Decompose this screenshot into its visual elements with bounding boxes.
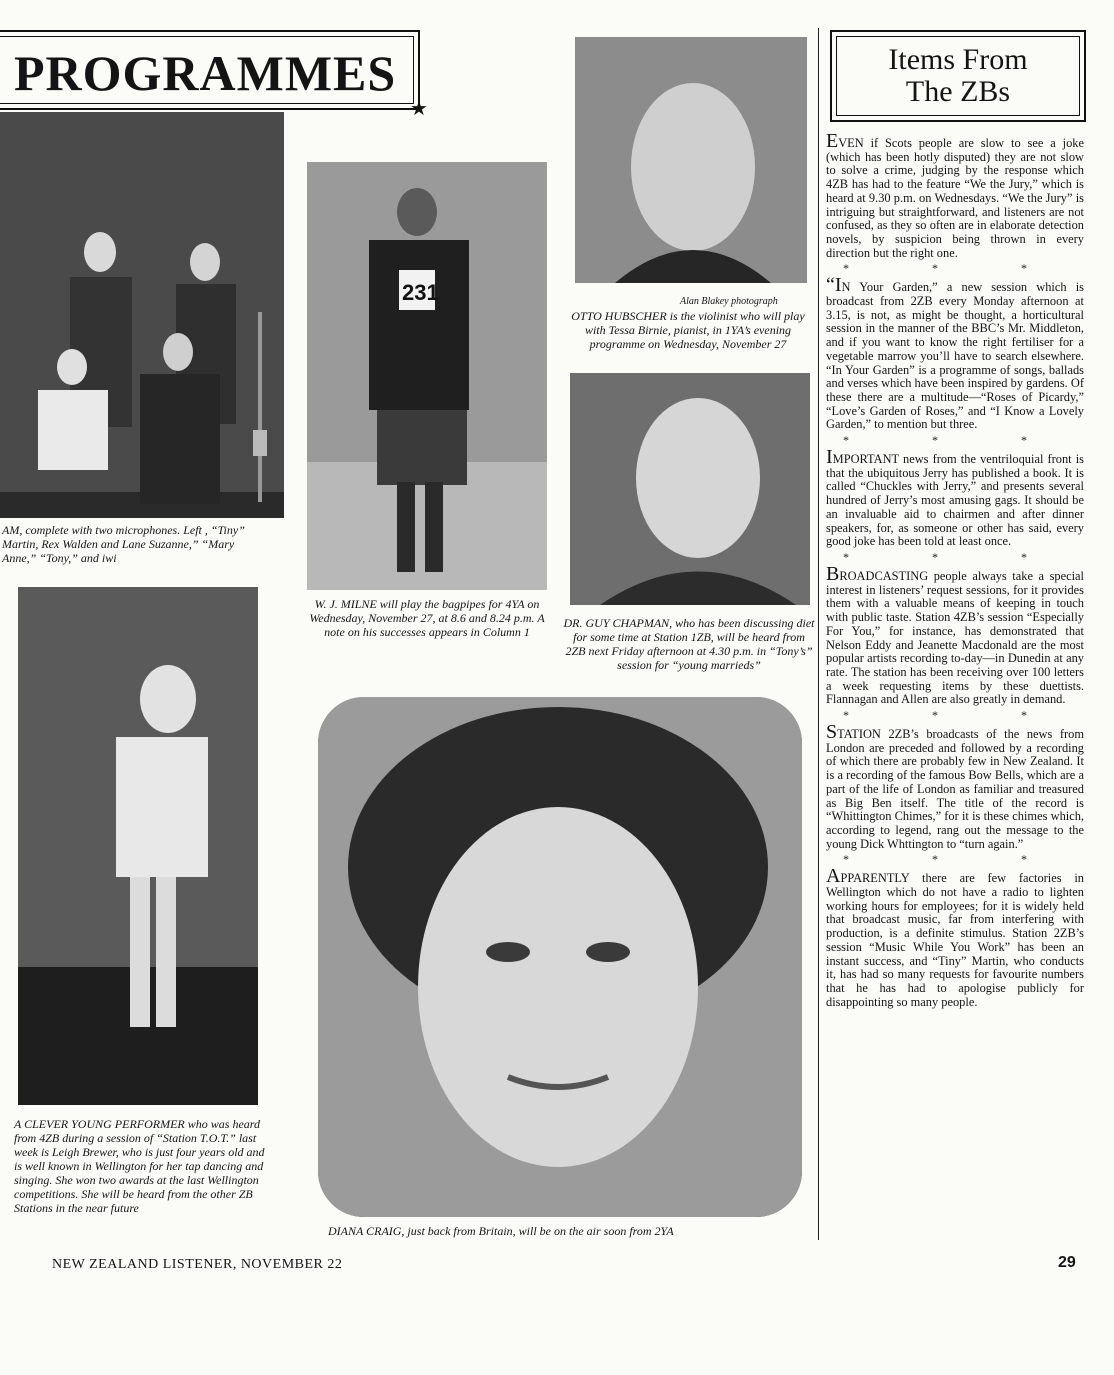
hubscher-photo-art xyxy=(575,37,807,283)
photo-credit: Alan Blakey photograph xyxy=(680,296,778,307)
sidebar-item: “IN Your Garden,” a new session which is broadcast from 2ZB every Monday afternoon at 3.15, is not, as might be thought, a horticultural session in the manner of the BBC’s Mr. Middleton, and if you want to know the right fertiliser for a vegetable marrow you’ll have to search elsewhere. “In Your Garden” is a programme of songs, ballads and verses which have been inspired by gardens. Of these there are a multitude—“Roses of Picardy,” “Love’s Garden of Roses,” and “I Know a Lovely Garden,” to mention but three. xyxy=(826,274,1084,432)
star-ornament: ★ xyxy=(410,96,428,120)
section-separator: * * * xyxy=(843,433,1067,448)
sidebar-item: EVEN if Scots people are slow to see a joke (which has been hotly disputed) they are not slow to solve a crime, judging by the response which 4ZB has had to the feature “We the Jury,” which is heard at 9.30 p.m. on Wednesdays. “We the Jury” is intriguing but straightforward, and listeners are not confused, as they so often are in elaborate detection novels, by suspicion being thrown in every direction but the right one. xyxy=(826,130,1084,260)
page-title: PROGRAMMES xyxy=(14,45,397,101)
sidebar-title-frame xyxy=(830,30,1086,122)
group-photo-art xyxy=(0,112,284,518)
sidebar-item: STATION 2ZB’s broadcasts of the news from London are preceded and followed by a recording of which there are probably few in New Zealand. It is a recording of the famous Bow Bells, which are a part of the life of London as familiar and treasured as Big Ben itself. The title of the record is “Whittington Chimes,” for it is these chimes which, according to legend, rang out the message to the young Dick Whttington to “turn again.” xyxy=(826,721,1084,851)
performer-photo xyxy=(18,587,258,1105)
craig-photo xyxy=(318,697,802,1217)
section-separator: * * * xyxy=(843,549,1067,564)
performer-caption: A CLEVER YOUNG PERFORMER who was heard from 4ZB during a session of “Station T.O.T.” last week is Leigh Brewer, who is just four years old and is well known in Wellington for her tap dancing and singing. She won two awards at the last Wellington competitions. She will be heard from the other ZB Stations in the near future xyxy=(14,1117,265,1215)
chapman-caption: DR. GUY CHAPMAN, who has been discussing diet for some time at Station 1ZB, will be heard from 2ZB next Friday afternoon at 4.30 p.m. in “Tony’s” session for “young marrieds” xyxy=(563,616,815,672)
sidebar-title-line2: The ZBs xyxy=(905,75,1011,108)
milne-caption: W. J. MILNE will play the bagpipes for 4YA on Wednesday, November 27, at 8.6 and 8.24 p.m. A note on his successes appears in Column 1 xyxy=(309,597,545,639)
section-separator: * * * xyxy=(843,708,1067,723)
section-separator: * * * xyxy=(843,852,1067,867)
hubscher-caption: OTTO HUBSCHER is the violinist who will play with Tessa Birnie, pianist, in 1YA’s evening programme on Wednesday, November 27 xyxy=(571,309,805,351)
page-number: 29 xyxy=(1058,1254,1076,1271)
craig-photo-art xyxy=(318,697,802,1217)
sidebar-item: IMPORTANT news from the ventriloquial front is that the ubiquitous Jerry has published a book. It is called “Chuckles with Jerry,” and presents several hundred of Jerry’s most amusing gags. It should be an invaluable aid to chairmen and after dinner speakers, for, as someone or other has said, every good joke has been told at least once. xyxy=(826,446,1084,549)
column-rule xyxy=(818,28,819,1240)
section-separator: * * * xyxy=(843,261,1067,276)
performer-photo-art xyxy=(18,587,258,1105)
sidebar-item: BROADCASTING people always take a special interest in listeners’ request sessions, for it provides them with a valuable means of keeping in touch with public taste. Station 4ZB’s session “Especially For You,” for instance, has demonstrated that Nelson Eddy and Jeanette Macdonald are the most popular artists recording to-day—in Dunedin at any rate. The station has been receiving over 100 letters a week requesting items by these duettists. Flannagan and Allen are also greatly in demand. xyxy=(826,562,1084,707)
piper-photo xyxy=(307,162,547,590)
sidebar-title-line1: Items From xyxy=(888,43,1028,76)
bib-number: 231 xyxy=(402,280,439,305)
chapman-photo-art xyxy=(570,373,810,605)
sidebar-title xyxy=(832,44,1084,108)
chapman-photo xyxy=(570,373,810,605)
piper-photo-art xyxy=(307,162,547,590)
sidebar-column xyxy=(826,130,1084,1010)
publication-footer: NEW ZEALAND LISTENER, NOVEMBER 22 xyxy=(52,1257,343,1272)
craig-caption: DIANA CRAIG, just back from Britain, will be on the air soon from 2YA xyxy=(328,1224,674,1238)
group-caption: AM, complete with two microphones. Left , “Tiny” Martin, Rex Walden and Lane Suzanne,” “Mary Anne,” “Tony,” and iwi xyxy=(2,523,245,565)
hubscher-photo xyxy=(575,37,807,283)
sidebar-item: APPARENTLY there are few factories in Wellington which do not have a radio to lighten working hours for employees; for it is widely held that broadcast music, far from interfering with production, is a definite stimulus. Station 2ZB’s session “Music While You Work” has been an instant success, and “Tiny” Martin, who conducts it, has had so many requests for favourite numbers that he has had to apologise publicly for disappointing so many people. xyxy=(826,865,1084,1009)
group-photo xyxy=(0,112,284,518)
